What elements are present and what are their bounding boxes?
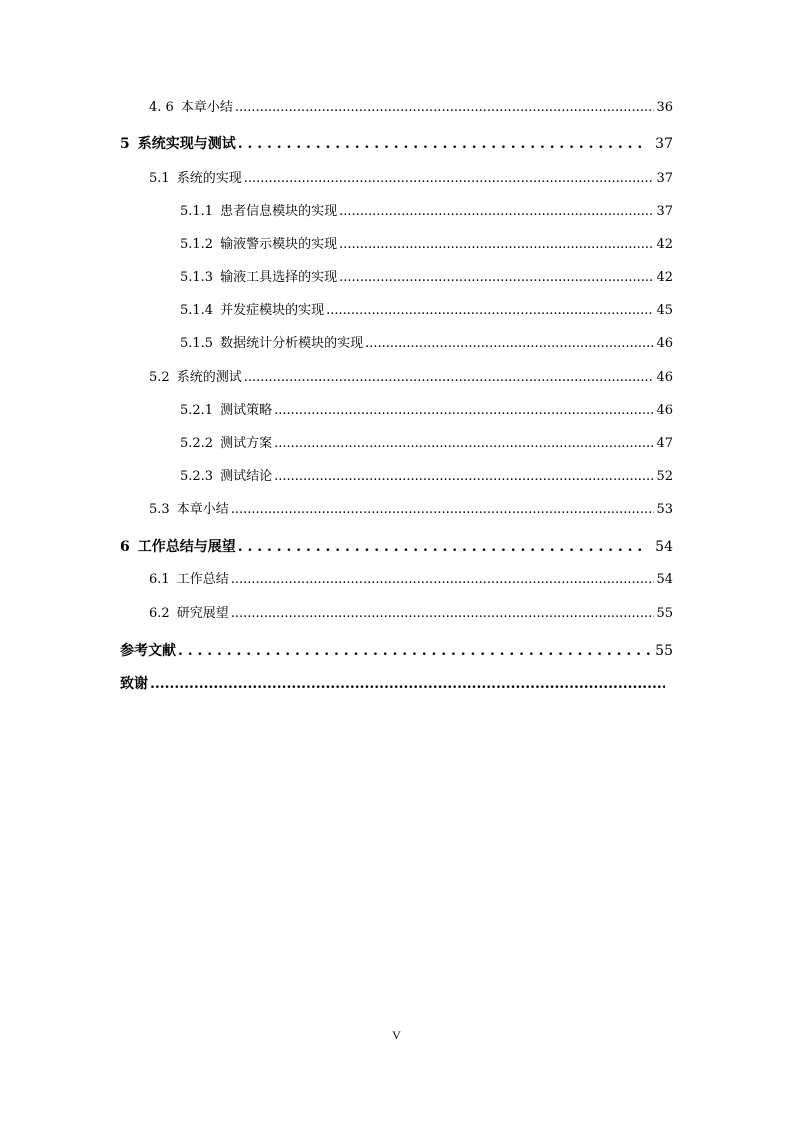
toc-entry-number: 6 (120, 539, 130, 555)
toc-entry-number: 5.2 (149, 370, 170, 385)
toc-entry-title: 工作总结 (176, 572, 229, 587)
toc-entry-title: 工作总结与展望 (137, 539, 236, 555)
toc-entry-title: 数据统计分析模块的实现 (220, 336, 364, 351)
toc-entry-page: 37 (656, 204, 673, 219)
toc-entry-page: 37 (656, 171, 673, 186)
toc-entry-page: 55 (656, 606, 673, 621)
toc-entry-number: 5.1.5 (180, 336, 214, 351)
toc-entry-title: 系统实现与测试 (137, 136, 236, 152)
toc-entry-5-1-5[interactable] (180, 335, 673, 353)
toc-entry-title: 研究展望 (176, 606, 229, 621)
dot-leader (339, 203, 654, 221)
toc-entry-number: 5.1.2 (180, 237, 214, 252)
toc-entry-page: 54 (656, 572, 673, 587)
dot-leader (231, 605, 655, 623)
toc-entry-number: 5.2.3 (180, 469, 214, 484)
dot-leader (178, 642, 653, 660)
toc-entry-number: 5.1 (149, 171, 170, 186)
toc-entry-title: 本章小结 (176, 502, 229, 517)
toc-entry-title: 输液工具选择的实现 (220, 270, 338, 285)
toc-entry-5-1-3[interactable] (180, 269, 673, 287)
toc-entry-5-1-2[interactable] (180, 236, 673, 254)
toc-entry-title: 测试方案 (220, 436, 273, 451)
toc-entry-6-2[interactable] (149, 605, 673, 623)
toc-entry-number: 5.1.1 (180, 204, 214, 219)
toc-entry-acknowledgements[interactable] (120, 675, 673, 693)
dot-leader (274, 435, 654, 453)
toc-entry-5-2-2[interactable] (180, 435, 673, 453)
dot-leader (231, 571, 655, 589)
toc-entry-page: 53 (656, 502, 673, 517)
toc-entry-references[interactable] (120, 642, 673, 660)
toc-entry-title: 致谢 (120, 676, 148, 692)
dot-leader (339, 236, 654, 254)
toc-entry-page: 42 (656, 237, 673, 252)
toc-entry-title: 输液警示模块的实现 (220, 237, 338, 252)
toc-entry-title: 参考文献 (120, 643, 176, 659)
toc-entry-page: 47 (656, 436, 673, 451)
toc-entry-5-1-4[interactable] (180, 302, 673, 320)
page-number: V (392, 1028, 401, 1042)
toc-entry-6[interactable] (120, 538, 673, 556)
toc-entry-number: 4. 6 (149, 100, 174, 115)
toc-entry-number: 6.1 (149, 572, 170, 587)
dot-leader (235, 99, 655, 117)
toc-entry-number: 5.3 (149, 502, 170, 517)
toc-entry-5-1[interactable] (149, 170, 673, 188)
toc-entry-page: 54 (655, 539, 673, 555)
toc-entry-number: 5.1.3 (180, 270, 214, 285)
toc-entry-4-6[interactable] (149, 99, 673, 117)
toc-entry-6-1[interactable] (149, 571, 673, 589)
toc-entry-page: 46 (656, 336, 673, 351)
toc-entry-5-3[interactable] (149, 501, 673, 519)
toc-entry-title: 患者信息模块的实现 (220, 204, 338, 219)
toc-entry-title: 并发症模块的实现 (220, 303, 325, 318)
dot-leader (150, 675, 665, 693)
toc-entry-page: 42 (656, 270, 673, 285)
toc-entry-number: 5.2.1 (180, 403, 214, 418)
toc-entry-page: 55 (655, 643, 673, 659)
dot-leader (231, 501, 655, 519)
dot-leader (326, 302, 654, 320)
toc-entry-title: 测试结论 (220, 469, 273, 484)
dot-leader (244, 170, 655, 188)
dot-leader (365, 335, 654, 353)
toc-entry-5-2-1[interactable] (180, 402, 673, 420)
toc-entry-page: 46 (656, 403, 673, 418)
dot-leader (238, 135, 645, 153)
dot-leader (244, 369, 655, 387)
dot-leader (339, 269, 654, 287)
toc-entry-page: 46 (656, 370, 673, 385)
toc-entry-title: 测试策略 (220, 403, 273, 418)
toc-entry-page: 37 (655, 136, 673, 152)
toc-entry-5-1-1[interactable] (180, 203, 673, 221)
toc-entry-number: 5.1.4 (180, 303, 214, 318)
toc-entry-page: 36 (656, 100, 673, 115)
toc-entry-title: 系统的测试 (176, 370, 242, 385)
dot-leader (274, 468, 654, 486)
toc-entry-title: 本章小结 (180, 100, 233, 115)
toc-entry-page: 45 (656, 303, 673, 318)
toc-entry-title: 系统的实现 (176, 171, 242, 186)
dot-leader (238, 538, 645, 556)
toc-entry-page: 52 (656, 469, 673, 484)
toc-entry-number: 5 (120, 136, 130, 152)
toc-entry-5-2-3[interactable] (180, 468, 673, 486)
dot-leader (274, 402, 654, 420)
toc-entry-5[interactable] (120, 135, 673, 153)
toc-entry-number: 6.2 (149, 606, 170, 621)
toc-entry-5-2[interactable] (149, 369, 673, 387)
toc-entry-number: 5.2.2 (180, 436, 214, 451)
